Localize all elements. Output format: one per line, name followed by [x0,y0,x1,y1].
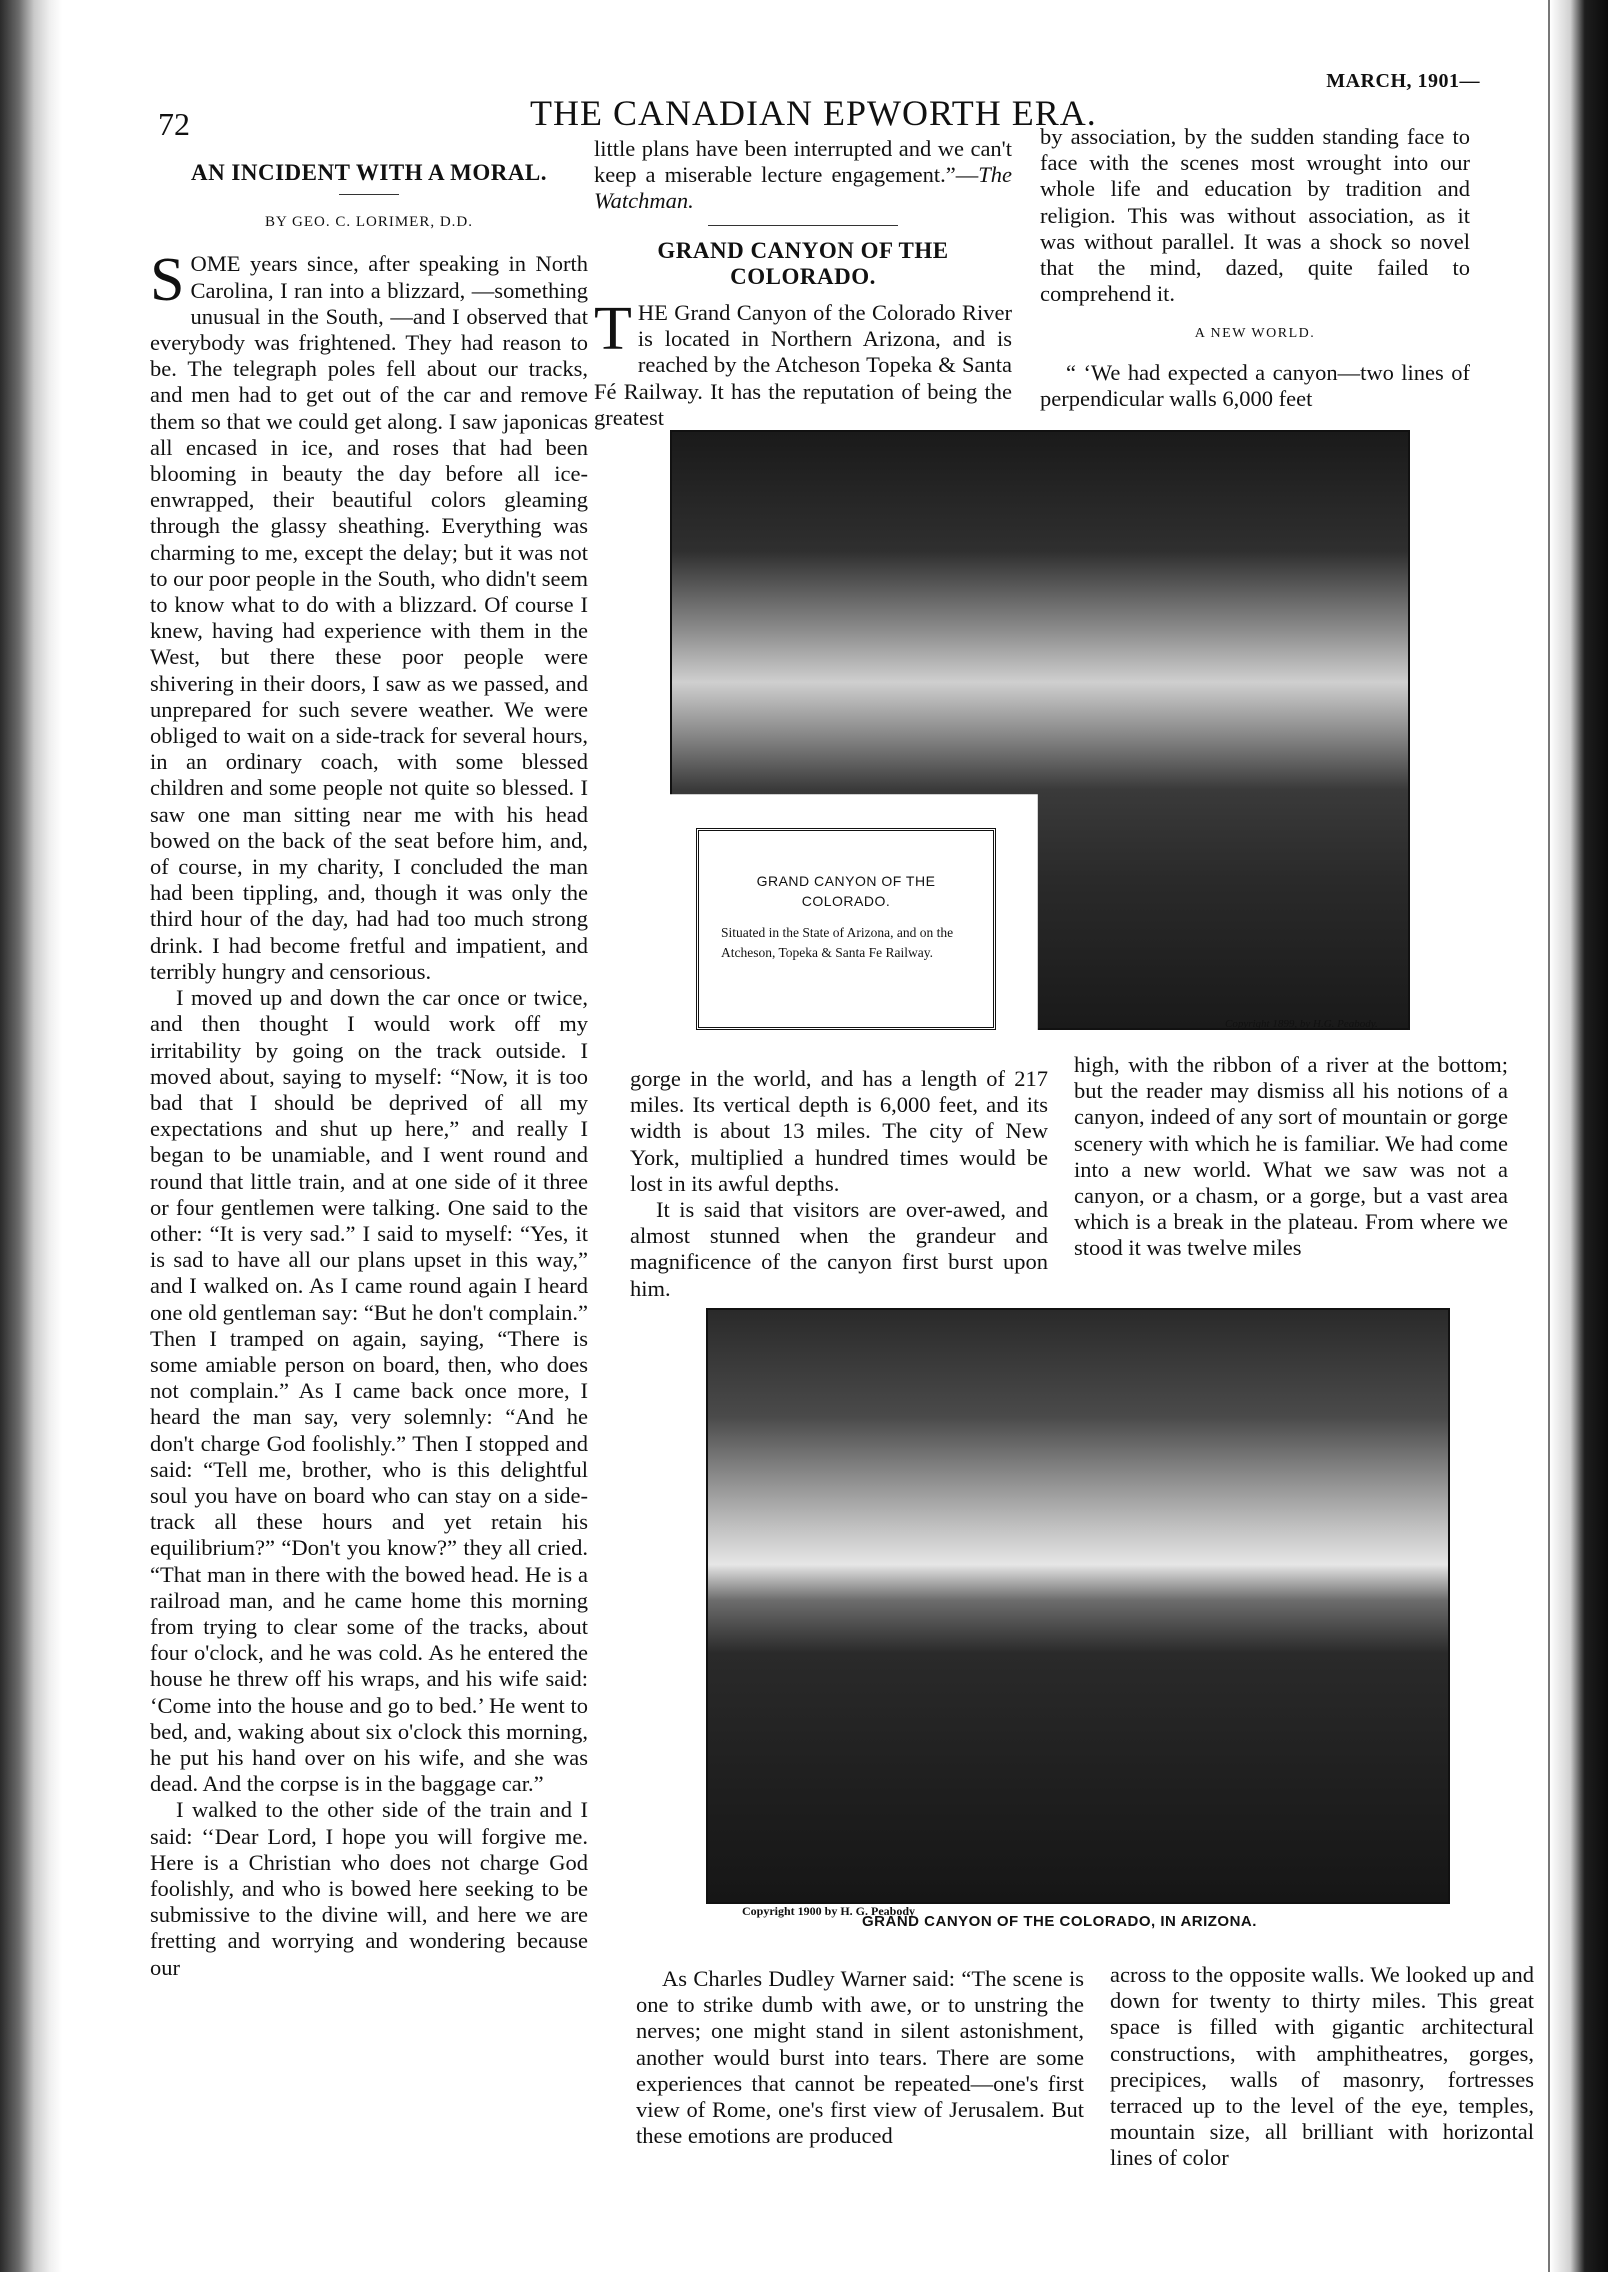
section-subhead: A NEW WORLD. [1194,326,1316,342]
issue-date: MARCH, 1901— [1326,70,1480,92]
article-title: AN INCIDENT WITH A MORAL. [190,160,548,185]
photo-credit: Copyright 1900 by H. G. Peabody [742,1904,916,1918]
paragraph: high, with the ribbon of a river at the bottom; but the reader may dismiss all his notions of a canyon, indeed of any sort of mountain or gorge scenery with which he is familiar. We had come into a new world. What we saw was not a canyon, or a chasm, or a gorge, but a vast area which is a break in the plateau. From where we stood it was twelve miles [1074,1052,1508,1261]
caption-title: GRAND CANYON OF THE COLORADO. [756,873,936,909]
paragraph: I walked to the other side of the train and I said: ‘‘Dear Lord, I hope you will forgive me. Here is a Christian who does not charge God foolishly, and who is bowed here seeking to be submissive to the divine will, and here we are fretting and worrying and wondering because our [150,1797,588,1980]
section-rule [708,225,898,226]
page-number: 72 [158,106,190,142]
figure-caption: GRAND CANYON OF THE COLORADO, IN ARIZONA. [862,1913,1257,1930]
source-credit: The Watchman. [594,162,1012,214]
paragraph: It is said that visitors are over-awed, and almost stunned when the grandeur and magnificence of the canyon first burst upon him. [630,1197,1048,1301]
masthead: THE CANADIAN EPWORTH ERA. [530,93,1097,133]
canyon-photograph [706,1308,1450,1904]
article-continuation-column [594,136,1012,431]
title-rule [339,194,399,195]
paragraph: I moved up and down the car once or twice, and then thought I would work off my irritability by going on the track outside. I moved about, saying to myself: “Now, it is too bad that I should be deprived of all my expectations and shut up here,” and really I began to be unamiable, and I went round and round that little train, and at one side of it three or four gentlemen were talking. One said to the other: “It is very sad.” I said to myself: “Yes, it is sad to have all our plans upset in this way,” and I walked on. As I came round again I heard one old gentleman say: “But he don't complain.” Then I tramped on again, saying, “There is some amiable person on board, then, who does not complain.” As I came back once more, I heard the man say, very solemnly: “And he don't charge God foolishly.” Then I stopped and said: “Tell me, brother, who is this delightful soul you have on board who can stay on a side-track all these hours and yet retain his equilibrium?” “Don't you know?” they all cried. “That man in there with the bowed head. He is a railroad man, and he came home this morning from trying to clear some of the tracks, about four o'clock, and he was cold. As he entered the house he threw off his wraps, and his wife said: ‘Come into the house and go to bed.’ He went to bed, and, waking about six o'clock this morning, he put his hand over on his wife, and she was dead. And the corpse is in the baggage car.” [150,985,588,1797]
caption-body: Situated in the State of Arizona, and on the Atcheson, Topeka & Santa Fe Railway. [721,925,954,960]
new-world-column [1040,124,1470,412]
paragraph: SOME years since, after speaking in North Carolina, I ran into a blizzard, —something unusual in the South, —and I observed that everybody was frightened. They had reason to be. The telegraph poles fell about our tracks, and men had to get out of the car and remove them so that we could get along. I saw japonicas all encased in ice, and roses that had been blooming in beauty the day before all ice-enwrapped, their beautiful colors gleaming through the glassy sheathing. Everything was charming to me, except the delay; but it was not to our poor people in the South, who didn't seem to know what to do with a blizzard. Of course I knew, having had experience with them in the West, but there these poor people were shivering in their doors, I saw as we passed, and unprepared for such severe weather. We were obliged to wait on a side-track for several hours, in an ordinary coach, with some blessed children and some people not quite so blessed. I saw one man sitting near me with his head bowed on the back of the seat before him, and, of course, in my charity, I concluded the man had been tippling, and, though it was only the third hour of the day, had had too much strong drink. I had become fretful and impatient, and terribly hungry and censorious. [150,246,588,984]
drop-cap: S [150,246,185,315]
canyon-depth-column [630,1066,1048,1302]
paragraph: As Charles Dudley Warner said: “The scene is one to strike dumb with awe, or to unstring the nerves; one might stand in silent astonishment, another would burst into tears. There are some experiences that cannot be repeated—one's first view of Rome, one's first view of Jerusalem. But these emotions are produced [636,1966,1084,2149]
paragraph: gorge in the world, and has a length of 217 miles. Its vertical depth is 6,000 feet, and its width is about 13 miles. The city of New York, multiplied a hundred times would be lost in its awful depths. [630,1066,1048,1196]
paragraph: by association, by the sudden standing face to face with the scenes most wrought into our whole life and education by tradition and religion. This was without association, as it was without parallel. It was a shock so novel that the mind, dazed, quite failed to comprehend it. [1040,124,1470,307]
paragraph: “ ‘We had expected a canyon—two lines of perpendicular walls 6,000 feet [1040,359,1470,411]
warner-quote-column [636,1966,1084,2149]
final-column [1110,1962,1534,2172]
figure-caption-box [696,828,996,1030]
paragraph: little plans have been interrupted and we can't keep a miserable lecture engagement.”—The Watchman. [594,136,1012,214]
drop-cap: T [594,295,632,364]
paragraph: across to the opposite walls. We looked up and down for twenty to thirty miles. This great space is filled with gigantic architectural constructions, with amphitheatres, gorges, precipices, walls of masonry, fortresses terraced up to the level of the eye, temples, mountain size, all brilliant with horizontal lines of color [1110,1962,1534,2171]
page-header [150,62,1480,142]
paragraph: THE Grand Canyon of the Colorado River is located in Northern Arizona, and is reached by the Atcheson Topeka & Santa Fé Railway. It has the reputation of being the greatest [594,295,1012,430]
page-right-edge [1550,0,1608,2272]
byline: BY GEO. C. LORIMER, D.D. [264,214,474,231]
new-world-continued-column [1074,1052,1508,1262]
article-incident-column [150,160,588,1981]
book-binding-edge [0,0,62,2272]
photo-credit: Copyright 1899, by H.G. Peabody. [1225,1018,1378,1030]
article-title: GRAND CANYON OF THE COLORADO. [657,237,949,289]
